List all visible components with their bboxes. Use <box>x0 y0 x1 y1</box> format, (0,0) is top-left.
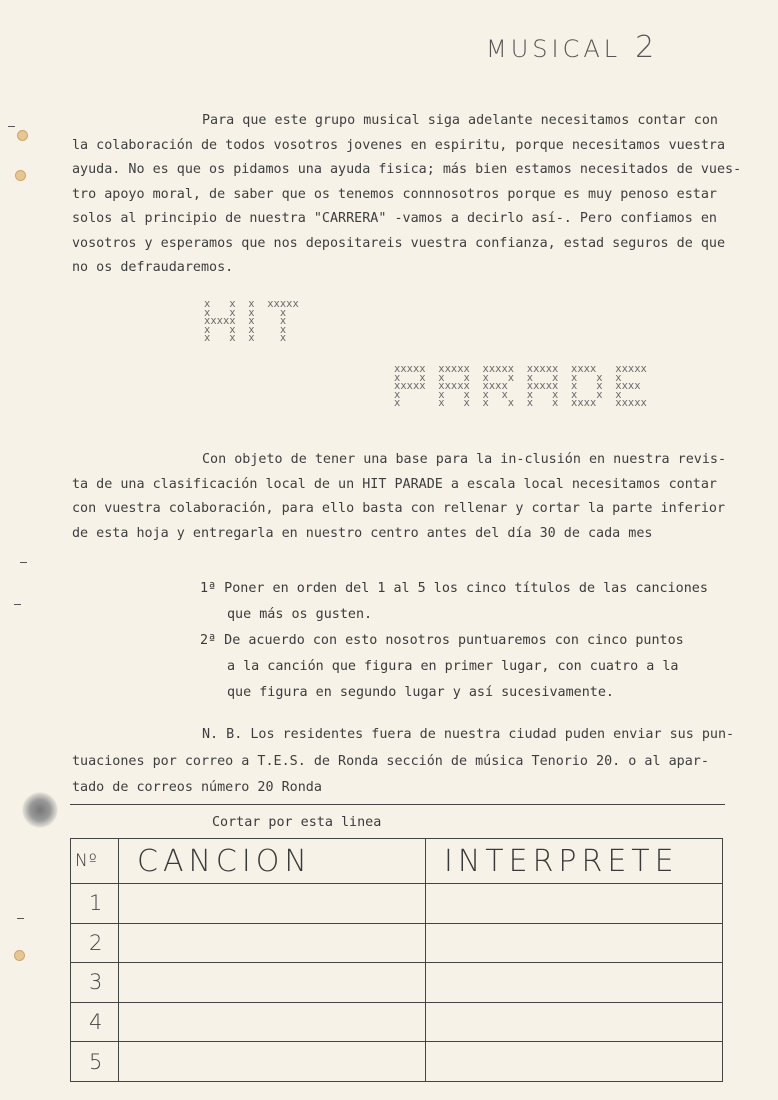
instruction-item-1 <box>200 576 708 628</box>
row-number: 1 <box>71 884 119 924</box>
text-line: la colaboración de todos vosotros jovenes en espiritu, porque necesitamos vuestra <box>72 137 726 153</box>
form-row <box>71 963 723 1003</box>
row-number: 4 <box>71 1002 119 1042</box>
song-cell[interactable] <box>119 884 426 924</box>
form-row <box>71 1042 723 1082</box>
artist-cell[interactable] <box>426 923 723 963</box>
text-line: que figura en segundo lugar y así sucesivamente. <box>227 685 614 700</box>
hit-parade-form <box>70 838 723 1082</box>
song-column-header: CANCION <box>119 839 426 884</box>
artist-cell[interactable] <box>426 963 723 1003</box>
hit-banner <box>204 300 340 348</box>
artist-cell[interactable] <box>426 1042 723 1082</box>
text-line: ta de una clasificación local de un HIT PARADE a escala local necesitamos contar <box>72 476 717 492</box>
parade-banner <box>394 365 724 413</box>
text-line: de esta hoja y entregarla en nuestro centro antes del día 30 de cada mes <box>72 525 653 541</box>
song-cell[interactable] <box>119 1042 426 1082</box>
text-line: Con objeto de tener una base para la in-clusión en nuestra revis- <box>202 452 727 467</box>
row-number: 5 <box>71 1042 119 1082</box>
margin-tick <box>8 126 15 127</box>
text-line: tado de correos número 20 Ronda <box>72 780 322 795</box>
nota-bene <box>72 722 734 802</box>
instruction-item-2 <box>200 628 708 706</box>
intro-paragraph <box>72 109 741 281</box>
text-line: no os defraudaremos. <box>72 260 234 275</box>
hit-banner-art: x x x xxxxx x x x x xxxxx x x x x x x x x x x <box>204 298 299 345</box>
form-row <box>71 1002 723 1042</box>
artist-column-header: INTERPRETE <box>426 839 723 884</box>
row-number: 3 <box>71 963 119 1003</box>
handwritten-header <box>486 30 658 65</box>
punch-hole-top <box>17 130 28 141</box>
row-number: 2 <box>71 923 119 963</box>
form-row <box>71 884 723 924</box>
text-line: 2ª De acuerdo con esto nosotros puntuaremos con cinco puntos <box>200 633 684 648</box>
purpose-paragraph <box>72 448 726 546</box>
instructions-list <box>200 576 708 706</box>
text-line: que más os gusten. <box>227 607 373 622</box>
text-line: N. B. Los residentes fuera de nuestra ciudad puden enviar sus pun- <box>202 727 735 742</box>
song-cell[interactable] <box>119 963 426 1003</box>
text-line: solos al principio de nuestra "CARRERA" -vamos a decirlo así-. Pero confiamos en <box>72 211 717 226</box>
text-line: 1ª Poner en orden del 1 al 5 los cinco títulos de las canciones <box>200 581 708 596</box>
song-cell[interactable] <box>119 923 426 963</box>
number-column-header: Nº <box>71 839 119 884</box>
artist-cell[interactable] <box>426 884 723 924</box>
song-cell[interactable] <box>119 1002 426 1042</box>
text-line: tro apoyo moral, de saber que os tenemos connnosotros porque es muy penoso estar <box>72 186 717 202</box>
margin-tick <box>20 562 27 563</box>
text-line: Para que este grupo musical siga adelante necesitamos contar con <box>202 113 718 128</box>
punch-hole-lower <box>14 950 25 961</box>
parade-banner-art: xxxxx xxxxx xxxxx xxxxx xxxx xxxxx x x x x x x x x x x x xxxxx xxxxx xxxx xxxxx x x xxxx x x x x x x x x x x x x x x x x x xxxx xxxxx <box>394 363 647 410</box>
ink-blot <box>22 792 58 828</box>
header-label: MUSICAL <box>486 35 622 63</box>
form-row <box>71 923 723 963</box>
margin-tick <box>17 918 24 919</box>
text-line: ayuda. No es que os pidamos una ayuda fisica; más bien estamos necesitados de vues- <box>72 162 742 177</box>
cut-label: Cortar por esta linea <box>212 815 382 830</box>
text-line: vosotros y esperamos que nos depositareis vuestra confianza, estad seguros de que <box>72 235 726 251</box>
header-page-number: 2 <box>635 30 659 65</box>
margin-tick <box>14 604 21 605</box>
cut-line <box>70 804 725 805</box>
punch-hole-upper <box>15 170 26 181</box>
artist-cell[interactable] <box>426 1002 723 1042</box>
text-line: tuaciones por correo a T.E.S. de Ronda sección de música Tenorio 20. o al apar- <box>72 753 709 769</box>
text-line: a la canción que figura en primer lugar, con cuatro a la <box>227 659 679 674</box>
form-header-row <box>71 839 723 884</box>
text-line: con vuestra colaboración, para ello basta con rellenar y cortar la parte inferior <box>72 501 726 516</box>
